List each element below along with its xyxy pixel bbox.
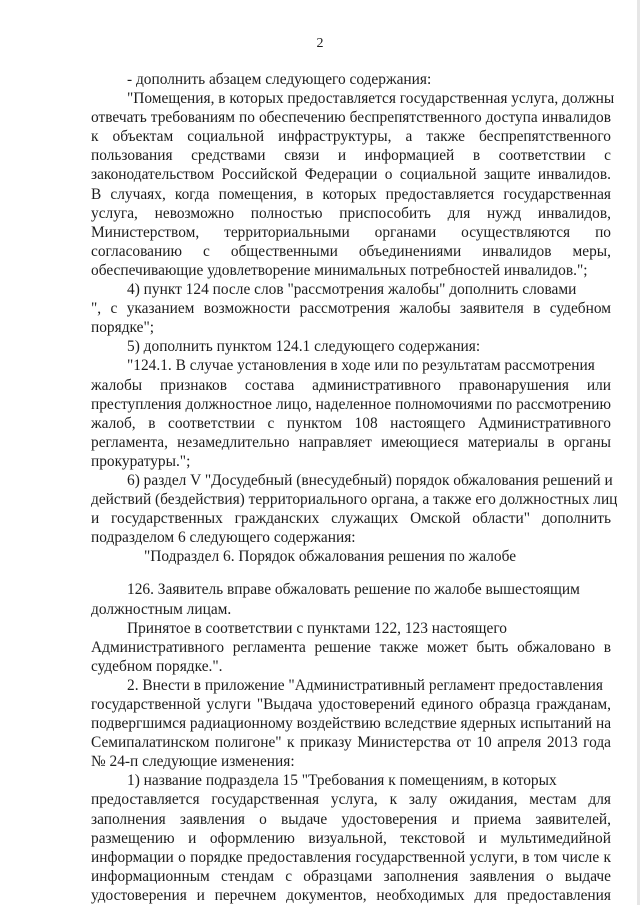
text-line: согласованию с общественными объединениями инвалидов меры, bbox=[91, 242, 611, 260]
blank-line bbox=[91, 566, 611, 580]
text-line: регламента, незамедлительно направляет имеющиеся материалы в органы bbox=[91, 433, 611, 451]
text-line: отвечать требованиям по обеспечению беспрепятственного доступа инвалидов bbox=[91, 109, 611, 127]
page-number: 2 bbox=[316, 36, 324, 51]
text-line: подразделом 6 следующего содержания: bbox=[91, 529, 356, 547]
text-line: обеспечивающие удовлетворение минимальных потребностей инвалидов."; bbox=[91, 261, 588, 279]
text-line: - дополнить абзацем следующего содержания: bbox=[127, 71, 432, 88]
text-line: Административного регламента решение также может быть обжаловано в bbox=[91, 638, 611, 656]
text-line: информации о порядке предоставления государственной услуги, в том числе к bbox=[91, 848, 611, 866]
text-line: к объектам социальной инфраструктуры, а также беспрепятственного bbox=[91, 128, 611, 146]
text-line: жалоб, в соответствии с пунктом 108 настоящего Административного bbox=[91, 414, 611, 432]
text-line: предоставляется государственная услуга, к залу ожидания, местам для bbox=[91, 791, 611, 809]
text-line: "Помещения, в которых предоставляется государственная услуга, должны bbox=[127, 90, 615, 108]
text-line: жалобы признаков состава административного правонарушения или bbox=[91, 376, 611, 394]
text-line: "Подраздел 6. Порядок обжалования решения по жалобе bbox=[144, 548, 517, 566]
text-line: подвергшимся радиационному воздействию вследствие ядерных испытаний на bbox=[91, 715, 612, 733]
text-line: удостоверения и перечнем документов, необходимых для предоставления bbox=[91, 886, 611, 904]
text-line: ", с указанием возможности рассмотрения жалобы заявителя в судебном bbox=[91, 300, 611, 318]
text-line: Принятое в соответствии с пунктами 122, 123 настоящего bbox=[127, 619, 507, 637]
document-body bbox=[91, 70, 618, 905]
text-line: должностным лицам. bbox=[91, 600, 232, 618]
text-line: действий (бездействия) территориального органа, а также его должностных лиц bbox=[91, 491, 618, 509]
text-line: 126. Заявитель вправе обжаловать решение по жалобе вышестоящим bbox=[127, 581, 580, 599]
text-line: Министерством, территориальными органами осуществляются по bbox=[91, 223, 611, 241]
text-line: информационным стендам с образцами заполнения заявления о выдаче bbox=[91, 867, 611, 885]
text-line: 5) дополнить пунктом 124.1 следующего содержания: bbox=[127, 338, 481, 356]
text-line: Семипалатинском полигоне" к приказу Министерства от 10 апреля 2013 года bbox=[91, 734, 611, 752]
text-line: 6) раздел V "Досудебный (внесудебный) порядок обжалования решений и bbox=[127, 471, 613, 489]
text-line: 4) пункт 124 после слов "рассмотрения жалобы" дополнить словами bbox=[127, 281, 577, 299]
text-line: прокуратуры."; bbox=[91, 452, 191, 470]
text-line: 2. Внести в приложение "Административный регламент предоставления bbox=[127, 676, 603, 694]
text-line: 1) название подраздела 15 "Требования к помещениям, в которых bbox=[127, 772, 557, 790]
text-line: заполнения заявления о выдаче удостоверения и приема заявителей, bbox=[91, 810, 611, 828]
text-line: услуга, невозможно полностью приспособить для нужд инвалидов, bbox=[91, 204, 611, 222]
text-line: преступления должностное лицо, наделенное полномочиями по рассмотрению bbox=[91, 395, 611, 413]
text-line: В случаях, когда помещения, в которых предоставляется государственная bbox=[91, 185, 611, 203]
text-line: судебном порядке.". bbox=[91, 657, 223, 675]
text-line: размещению и оформлению визуальной, текстовой и мультимедийной bbox=[91, 829, 611, 847]
text-line: законодательством Российской Федерации о социальной защите инвалидов. bbox=[91, 166, 611, 184]
text-line: и государственных гражданских служащих Омской области" дополнить bbox=[91, 510, 611, 528]
text-line: "124.1. В случае установления в ходе или по результатам рассмотрения bbox=[127, 357, 595, 375]
text-line: государственной услуги "Выдача удостоверений единого образца гражданам, bbox=[91, 696, 611, 713]
text-line: № 24-п следующие изменения: bbox=[91, 753, 295, 771]
text-line: порядке"; bbox=[91, 319, 155, 337]
text-line: пользования средствами связи и информацией в соответствии с bbox=[91, 147, 611, 165]
